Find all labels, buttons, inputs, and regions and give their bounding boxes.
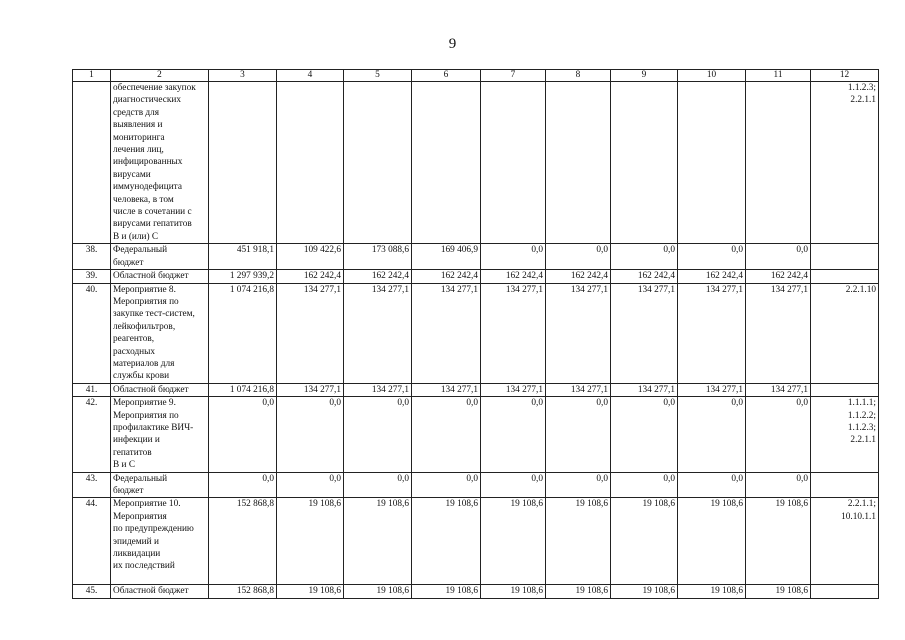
- value-cell: 134 277,1: [344, 383, 412, 396]
- value-cell: 19 108,6: [481, 498, 546, 585]
- value-cell: 0,0: [481, 397, 546, 472]
- value-cell: 134 277,1: [678, 283, 746, 383]
- row-name-cell: Федеральный бюджет: [111, 244, 209, 270]
- value-cell: 134 277,1: [678, 383, 746, 396]
- column-header: 6: [412, 70, 481, 82]
- value-cell: 0,0: [546, 244, 611, 270]
- column-header: 7: [481, 70, 546, 82]
- value-cell: 19 108,6: [611, 498, 678, 585]
- value-cell: 0,0: [277, 397, 344, 472]
- value-cell: 0,0: [678, 397, 746, 472]
- value-cell: 19 108,6: [746, 585, 811, 598]
- value-cell: 0,0: [611, 244, 678, 270]
- value-cell: [209, 82, 277, 244]
- table-row: [73, 472, 879, 498]
- column-header: 4: [277, 70, 344, 82]
- value-cell: 19 108,6: [344, 498, 412, 585]
- value-cell: 134 277,1: [746, 383, 811, 396]
- row-name-cell: Областной бюджет: [111, 270, 209, 283]
- row-number-cell: 38.: [73, 244, 111, 270]
- row-name-cell: Мероприятие 8. Мероприятия по закупке тест-систем, лейкофильтров, реагентов, расходных материалов для службы крови: [111, 283, 209, 383]
- value-cell: 1 297 939,2: [209, 270, 277, 283]
- value-cell: 162 242,4: [277, 270, 344, 283]
- value-cell: 134 277,1: [481, 383, 546, 396]
- value-cell: 134 277,1: [546, 283, 611, 383]
- reference-cell: 1.1.2.3; 2.2.1.1: [811, 82, 879, 244]
- value-cell: 134 277,1: [611, 383, 678, 396]
- value-cell: 0,0: [481, 472, 546, 498]
- value-cell: 0,0: [209, 472, 277, 498]
- table-row: [73, 498, 879, 585]
- table-row: [73, 383, 879, 396]
- row-number-cell: 43.: [73, 472, 111, 498]
- value-cell: 0,0: [412, 472, 481, 498]
- value-cell: 0,0: [344, 472, 412, 498]
- value-cell: 0,0: [277, 472, 344, 498]
- value-cell: 134 277,1: [611, 283, 678, 383]
- value-cell: 0,0: [746, 397, 811, 472]
- value-cell: 19 108,6: [412, 585, 481, 598]
- table-row: [73, 270, 879, 283]
- value-cell: 162 242,4: [746, 270, 811, 283]
- value-cell: 0,0: [746, 244, 811, 270]
- value-cell: 19 108,6: [277, 498, 344, 585]
- value-cell: 19 108,6: [678, 585, 746, 598]
- row-number-cell: 42.: [73, 397, 111, 472]
- table-row: [73, 82, 879, 244]
- row-name-cell: Мероприятие 10. Мероприятия по предупреждению эпидемий и ликвидации их последствий: [111, 498, 209, 585]
- value-cell: 0,0: [678, 472, 746, 498]
- value-cell: 0,0: [746, 472, 811, 498]
- value-cell: 451 918,1: [209, 244, 277, 270]
- column-header: 3: [209, 70, 277, 82]
- value-cell: 134 277,1: [344, 283, 412, 383]
- row-name-cell: Мероприятие 9. Мероприятия по профилактике ВИЧ- инфекции и гепатитов В и С: [111, 397, 209, 472]
- value-cell: 0,0: [546, 472, 611, 498]
- value-cell: 0,0: [209, 397, 277, 472]
- value-cell: 19 108,6: [412, 498, 481, 585]
- reference-cell: [811, 585, 879, 598]
- reference-cell: [811, 244, 879, 270]
- value-cell: 19 108,6: [611, 585, 678, 598]
- value-cell: 1 074 216,8: [209, 383, 277, 396]
- value-cell: [481, 82, 546, 244]
- value-cell: 0,0: [481, 244, 546, 270]
- row-name-cell: Областной бюджет: [111, 383, 209, 396]
- page-number: 9: [448, 36, 457, 52]
- value-cell: 19 108,6: [344, 585, 412, 598]
- value-cell: 162 242,4: [412, 270, 481, 283]
- value-cell: 19 108,6: [546, 498, 611, 585]
- row-number-cell: 39.: [73, 270, 111, 283]
- value-cell: 152 868,8: [209, 585, 277, 598]
- value-cell: 0,0: [678, 244, 746, 270]
- value-cell: 19 108,6: [481, 585, 546, 598]
- row-number-cell: 41.: [73, 383, 111, 396]
- value-cell: 134 277,1: [277, 283, 344, 383]
- column-header: 11: [746, 70, 811, 82]
- table-row: [73, 585, 879, 598]
- value-cell: 0,0: [611, 472, 678, 498]
- value-cell: 162 242,4: [344, 270, 412, 283]
- column-header: 9: [611, 70, 678, 82]
- value-cell: 19 108,6: [746, 498, 811, 585]
- reference-cell: 1.1.1.1; 1.1.2.2; 1.1.2.3; 2.2.1.1: [811, 397, 879, 472]
- value-cell: 162 242,4: [546, 270, 611, 283]
- value-cell: [678, 82, 746, 244]
- value-cell: [546, 82, 611, 244]
- value-cell: 19 108,6: [678, 498, 746, 585]
- value-cell: 152 868,8: [209, 498, 277, 585]
- reference-cell: 2.2.1.10: [811, 283, 879, 383]
- value-cell: 134 277,1: [546, 383, 611, 396]
- row-number-cell: 40.: [73, 283, 111, 383]
- row-number-cell: 44.: [73, 498, 111, 585]
- value-cell: 0,0: [412, 397, 481, 472]
- reference-cell: [811, 383, 879, 396]
- row-name-cell: Областной бюджет: [111, 585, 209, 598]
- value-cell: 1 074 216,8: [209, 283, 277, 383]
- value-cell: 134 277,1: [746, 283, 811, 383]
- value-cell: [746, 82, 811, 244]
- row-number-cell: 45.: [73, 585, 111, 598]
- reference-cell: 2.2.1.1; 10.10.1.1: [811, 498, 879, 585]
- row-name-cell: Федеральный бюджет: [111, 472, 209, 498]
- value-cell: 109 422,6: [277, 244, 344, 270]
- value-cell: 19 108,6: [277, 585, 344, 598]
- value-cell: 162 242,4: [611, 270, 678, 283]
- value-cell: 169 406,9: [412, 244, 481, 270]
- budget-table: [72, 69, 879, 599]
- column-header: 1: [73, 70, 111, 82]
- column-header: 5: [344, 70, 412, 82]
- value-cell: [611, 82, 678, 244]
- row-name-cell: обеспечение закупок диагностических средств для выявления и мониторинга лечения лиц, инфицированных вирусами иммунодефицита человека, в том числе в сочетании с вирусами гепатитов В и (или) С: [111, 82, 209, 244]
- column-header: 10: [678, 70, 746, 82]
- table-row: [73, 397, 879, 472]
- column-header: 2: [111, 70, 209, 82]
- value-cell: 134 277,1: [412, 383, 481, 396]
- value-cell: 173 088,6: [344, 244, 412, 270]
- column-header: 8: [546, 70, 611, 82]
- value-cell: 134 277,1: [412, 283, 481, 383]
- value-cell: 162 242,4: [678, 270, 746, 283]
- value-cell: [277, 82, 344, 244]
- row-number-cell: [73, 82, 111, 244]
- value-cell: 0,0: [611, 397, 678, 472]
- value-cell: 134 277,1: [481, 283, 546, 383]
- value-cell: 134 277,1: [277, 383, 344, 396]
- value-cell: 162 242,4: [481, 270, 546, 283]
- value-cell: 0,0: [546, 397, 611, 472]
- reference-cell: [811, 270, 879, 283]
- value-cell: [344, 82, 412, 244]
- table-row: [73, 283, 879, 383]
- table-row: [73, 244, 879, 270]
- value-cell: 0,0: [344, 397, 412, 472]
- reference-cell: [811, 472, 879, 498]
- header-row: [73, 70, 879, 82]
- column-header: 12: [811, 70, 879, 82]
- value-cell: 19 108,6: [546, 585, 611, 598]
- value-cell: [412, 82, 481, 244]
